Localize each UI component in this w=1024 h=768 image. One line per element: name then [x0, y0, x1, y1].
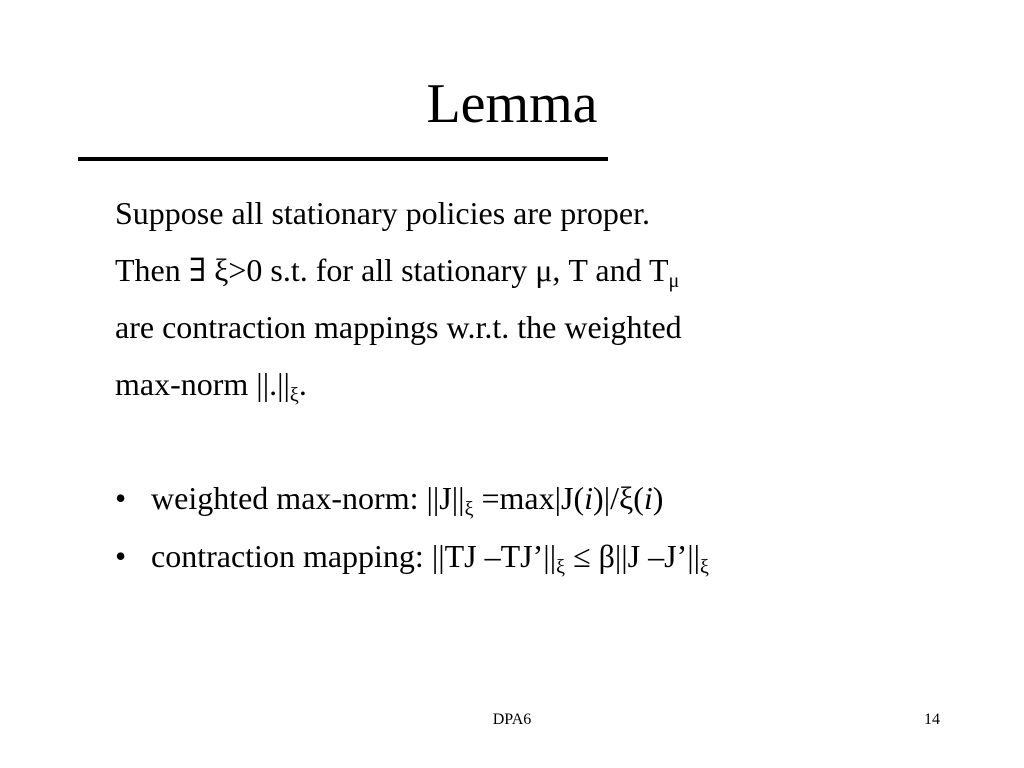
bullet-contraction-mapping — [115, 536, 709, 587]
bullet-text: contraction mapping: ||TJ –TJ’|| — [151, 538, 557, 574]
statement-line-2-text: Then ∃ ξ>0 s.t. for all stationary μ, T and T — [115, 252, 669, 288]
italic-i: i — [584, 480, 594, 516]
footer-label: DPA6 — [492, 711, 532, 728]
statement-line-4-text: max-norm ||.|| — [115, 366, 290, 402]
bullet-text: weighted max-norm: ||J|| — [151, 480, 465, 516]
subscript-xi: ξ — [700, 556, 709, 578]
slide-title: Lemma — [426, 73, 598, 135]
bullet-text: ≤ β||J –J’|| — [565, 538, 701, 574]
bullet-text: )|/ξ( — [593, 480, 644, 516]
subscript-mu: μ — [668, 270, 680, 292]
page-number: 14 — [924, 711, 940, 728]
bullet-weighted-max-norm — [115, 478, 663, 529]
statement-line-4-end: . — [298, 366, 307, 402]
subscript-xi: ξ — [556, 556, 566, 578]
subscript-xi: ξ — [289, 384, 299, 406]
title-underline — [78, 157, 608, 161]
bullet-text: =max|J( — [473, 480, 585, 516]
statement-line-3: are contraction mappings w.r.t. the weighted — [115, 309, 682, 345]
subscript-xi: ξ — [464, 498, 474, 520]
statement-line-2 — [115, 250, 679, 301]
bullet-icon: • — [115, 480, 127, 516]
bullet-icon: • — [115, 538, 127, 574]
statement-line-4 — [115, 364, 307, 415]
italic-i: i — [643, 480, 653, 516]
bullet-text: ) — [652, 480, 664, 516]
statement-line-1: Suppose all stationary policies are proper. — [115, 195, 650, 231]
